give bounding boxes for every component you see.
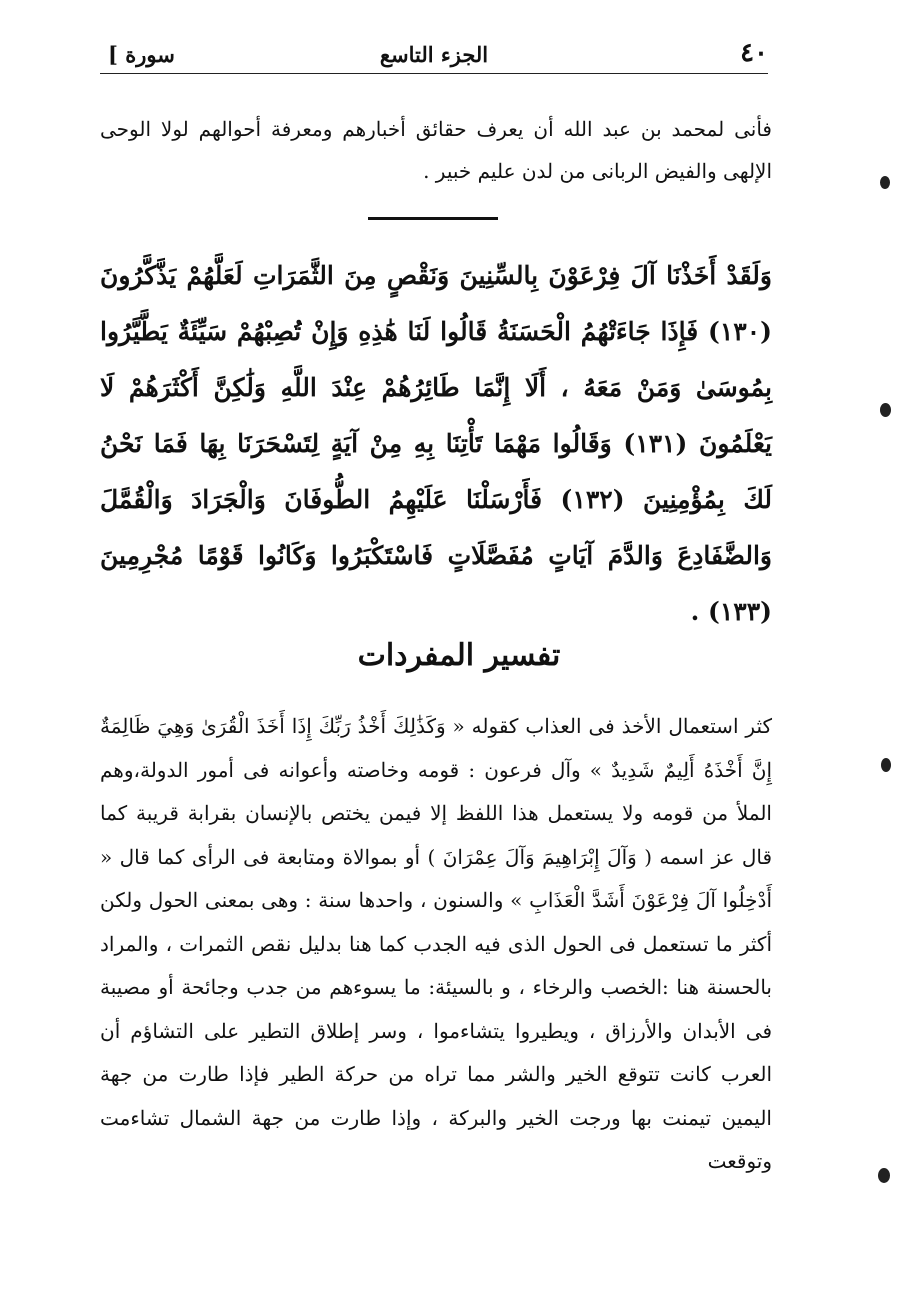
section-separator [368,217,498,220]
page-header [100,36,768,72]
part-title: الجزء التاسع [379,42,489,67]
header-rule [100,73,768,74]
page-number: ٤٠ [740,38,768,68]
quran-passage: وَلَقَدْ أَخَذْنَا آلَ فِرْعَوْنَ بِالسِّنِينَ وَنَقْصٍ مِنَ الثَّمَرَاتِ لَعَلَّهُمْ يَذَّكَّرُونَ (١٣٠) فَإِذَا جَاءَتْهُمُ الْحَسَنَةُ قَالُوا لَنَا هَٰذِهِ وَإِنْ تُصِبْهُمْ سَيِّئَةٌ يَطَّيَّرُوا بِمُوسَىٰ وَمَنْ مَعَهُ ، أَلَا إِنَّمَا طَائِرُهُمْ عِنْدَ اللَّهِ وَلَٰكِنَّ أَكْثَرَهُمْ لَا يَعْلَمُونَ (١٣١) وَقَالُوا مَهْمَا تَأْتِنَا بِهِ مِنْ آيَةٍ لِتَسْحَرَنَا بِهَا فَمَا نَحْنُ لَكَ بِمُؤْمِنِينَ (١٣٢) فَأَرْسَلْنَا عَلَيْهِمُ الطُّوفَانَ وَالْجَرَادَ وَالْقُمَّلَ وَالضَّفَادِعَ وَالدَّمَ آيَاتٍ مُفَصَّلَاتٍ فَاسْتَكْبَرُوا وَكَانُوا قَوْمًا مُجْرِمِينَ (١٣٣) . [100,261,772,626]
section-title: تفسير المفردات [357,638,561,673]
commentary-paragraph: كثر استعمال الأخذ فى العذاب كقوله « وَكَذَٰلِكَ أَخْذُ رَبِّكَ إِذَا أَخَذَ الْقُرَىٰ وَهِيَ ظَالِمَةٌ إِنَّ أَخْذَهُ أَلِيمٌ شَدِيدٌ » وآل فرعون : قومه وخاصته وأعوانه فى أمور الدولة،وهم الملأ من قومه ولا يستعمل هذا اللفظ إلا فيمن يختص بالإنسان بقرابة قريبة كما قال عز اسمه ( وَآلَ إِبْرَاهِيمَ وَآلَ عِمْرَانَ ) أو بموالاة ومتابعة فى الرأى كما قال « أَدْخِلُوا آلَ فِرْعَوْنَ أَشَدَّ الْعَذَابِ » والسنون ، واحدها سنة : وهى بمعنى الحول ولكن أكثر ما تستعمل فى الحول الذى فيه الجدب كما هنا بدليل نقص الثمرات ، والمراد بالحسنة هنا :الخصب والرخاء ، و بالسيئة: ما يسوءهم من جدب وجائحة أو مصيبة فى الأبدان والأرزاق ، ويطيروا يتشاءموا ، وسر إطلاق التطير على التشاؤم أن العرب كانت تتوقع الخير والشر مما تراه من حركة الطير فإذا طارت من جهة اليمين تيمنت بها ورجت الخير والبركة ، وإذا طارت من جهة الشمال تشاءمت وتوقعت [100,714,772,1173]
intro-paragraph: فأنى لمحمد بن عبد الله أن يعرف حقائق أخبارهم ومعرفة أحوالهم لولا الوحى الإلهى والفيض الربانى من لدن عليم خبير . [100,117,772,183]
surah-label: [ سورة [108,42,175,67]
